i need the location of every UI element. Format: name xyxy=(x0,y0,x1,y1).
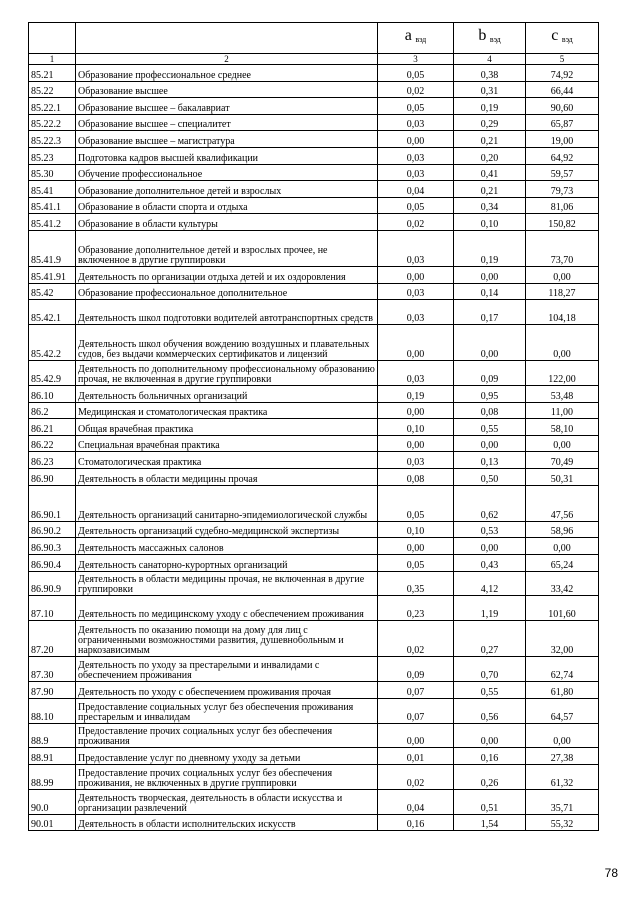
column-number: 1 xyxy=(29,54,76,65)
row-name-cell: Образование высшее xyxy=(76,81,378,98)
table-row xyxy=(29,621,599,657)
row-a-value-cell: 0,00 xyxy=(378,435,454,452)
row-c-value-cell: 0,00 xyxy=(526,325,599,361)
column-number: 3 xyxy=(378,54,454,65)
row-name-cell: Образование профессиональное среднее xyxy=(76,65,378,82)
row-b-value-cell: 0,53 xyxy=(454,521,526,538)
row-b-value-cell: 0,14 xyxy=(454,283,526,300)
row-b-value-cell: 0,20 xyxy=(454,147,526,164)
row-b-value-cell: 4,12 xyxy=(454,571,526,596)
row-a-value-cell: 0,02 xyxy=(378,764,454,789)
header-b-subscript: вэд xyxy=(489,35,501,44)
row-code-cell: 86.90.3 xyxy=(29,538,76,555)
row-b-value-cell: 0,56 xyxy=(454,698,526,723)
table-row xyxy=(29,214,599,231)
table-row xyxy=(29,325,599,361)
row-c-value-cell: 101,60 xyxy=(526,596,599,621)
row-c-value-cell: 55,32 xyxy=(526,814,599,831)
table-row xyxy=(29,485,599,521)
table-row xyxy=(29,386,599,403)
row-name-cell: Предоставление услуг по дневному уходу за детьми xyxy=(76,748,378,765)
row-b-value-cell: 0,21 xyxy=(454,131,526,148)
row-name-cell: Подготовка кадров высшей квалификации xyxy=(76,147,378,164)
row-a-value-cell: 0,05 xyxy=(378,555,454,572)
table-row xyxy=(29,147,599,164)
table-row xyxy=(29,267,599,284)
table-row xyxy=(29,789,599,814)
row-b-value-cell: 0,62 xyxy=(454,485,526,521)
row-a-value-cell: 0,05 xyxy=(378,65,454,82)
row-b-value-cell: 0,19 xyxy=(454,230,526,266)
row-code-cell: 85.42.1 xyxy=(29,300,76,325)
row-a-value-cell: 0,00 xyxy=(378,723,454,748)
row-code-cell: 85.41.1 xyxy=(29,197,76,214)
table-row xyxy=(29,419,599,436)
row-code-cell: 85.42.9 xyxy=(29,361,76,386)
column-number: 2 xyxy=(76,54,378,65)
table-row xyxy=(29,435,599,452)
row-name-cell: Стоматологическая практика xyxy=(76,452,378,469)
row-a-value-cell: 0,05 xyxy=(378,98,454,115)
row-code-cell: 85.42 xyxy=(29,283,76,300)
row-a-value-cell: 0,09 xyxy=(378,657,454,682)
row-b-value-cell: 0,51 xyxy=(454,789,526,814)
row-code-cell: 86.23 xyxy=(29,452,76,469)
row-code-cell: 88.9 xyxy=(29,723,76,748)
row-a-value-cell: 0,10 xyxy=(378,521,454,538)
row-name-cell: Образование высшее – бакалавриат xyxy=(76,98,378,115)
row-code-cell: 86.21 xyxy=(29,419,76,436)
header-a-cell xyxy=(378,23,454,54)
row-b-value-cell: 0,38 xyxy=(454,65,526,82)
row-b-value-cell: 0,16 xyxy=(454,748,526,765)
header-b-symbol: b xyxy=(478,27,487,44)
row-code-cell: 86.90.4 xyxy=(29,555,76,572)
header-name-cell xyxy=(76,23,378,54)
row-name-cell: Образование профессиональное дополнительное xyxy=(76,283,378,300)
row-code-cell: 87.30 xyxy=(29,657,76,682)
row-a-value-cell: 0,07 xyxy=(378,682,454,699)
row-name-cell: Образование высшее – магистратура xyxy=(76,131,378,148)
coefficients-table xyxy=(28,22,599,831)
row-name-cell: Деятельность в области медицины прочая xyxy=(76,469,378,486)
row-b-value-cell: 0,00 xyxy=(454,538,526,555)
row-name-cell: Предоставление социальных услуг без обеспечения проживания престарелым и инвалидам xyxy=(76,698,378,723)
row-code-cell: 87.90 xyxy=(29,682,76,699)
row-c-value-cell: 58,96 xyxy=(526,521,599,538)
row-a-value-cell: 0,35 xyxy=(378,571,454,596)
table-row xyxy=(29,300,599,325)
row-code-cell: 85.22.3 xyxy=(29,131,76,148)
row-code-cell: 87.20 xyxy=(29,621,76,657)
page-number: 78 xyxy=(604,866,618,880)
row-b-value-cell: 0,26 xyxy=(454,764,526,789)
row-a-value-cell: 0,10 xyxy=(378,419,454,436)
row-a-value-cell: 0,05 xyxy=(378,197,454,214)
row-a-value-cell: 0,03 xyxy=(378,147,454,164)
table-row xyxy=(29,81,599,98)
table-row xyxy=(29,764,599,789)
row-c-value-cell: 32,00 xyxy=(526,621,599,657)
row-b-value-cell: 0,31 xyxy=(454,81,526,98)
row-name-cell: Обучение профессиональное xyxy=(76,164,378,181)
table-row xyxy=(29,748,599,765)
table-row xyxy=(29,131,599,148)
row-c-value-cell: 81,06 xyxy=(526,197,599,214)
row-name-cell: Деятельность творческая, деятельность в области искусства и организации развлечений xyxy=(76,789,378,814)
table-row xyxy=(29,230,599,266)
table-row xyxy=(29,452,599,469)
row-name-cell: Образование высшее – специалитет xyxy=(76,114,378,131)
row-b-value-cell: 0,27 xyxy=(454,621,526,657)
row-name-cell: Предоставление прочих социальных услуг без обеспечения проживания, не включенных в другие группировки xyxy=(76,764,378,789)
row-name-cell: Общая врачебная практика xyxy=(76,419,378,436)
row-c-value-cell: 118,27 xyxy=(526,283,599,300)
row-c-value-cell: 122,00 xyxy=(526,361,599,386)
header-a-subscript: вэд xyxy=(415,35,427,44)
row-b-value-cell: 0,00 xyxy=(454,435,526,452)
row-a-value-cell: 0,03 xyxy=(378,452,454,469)
row-name-cell: Деятельность по медицинскому уходу с обеспечением проживания xyxy=(76,596,378,621)
row-code-cell: 86.10 xyxy=(29,386,76,403)
row-name-cell: Образование дополнительное детей и взрослых прочее, не включенное в другие группировки xyxy=(76,230,378,266)
row-c-value-cell: 79,73 xyxy=(526,181,599,198)
row-b-value-cell: 1,19 xyxy=(454,596,526,621)
table-row xyxy=(29,596,599,621)
row-code-cell: 85.41.2 xyxy=(29,214,76,231)
table-row xyxy=(29,98,599,115)
row-code-cell: 88.99 xyxy=(29,764,76,789)
row-b-value-cell: 0,13 xyxy=(454,452,526,469)
row-name-cell: Образование дополнительное детей и взрослых xyxy=(76,181,378,198)
table-body xyxy=(29,23,599,831)
header-b-cell xyxy=(454,23,526,54)
row-code-cell: 85.22 xyxy=(29,81,76,98)
row-a-value-cell: 0,02 xyxy=(378,214,454,231)
row-a-value-cell: 0,03 xyxy=(378,114,454,131)
row-a-value-cell: 0,02 xyxy=(378,81,454,98)
row-name-cell: Деятельность санаторно-курортных организаций xyxy=(76,555,378,572)
row-c-value-cell: 62,74 xyxy=(526,657,599,682)
row-code-cell: 88.10 xyxy=(29,698,76,723)
row-a-value-cell: 0,07 xyxy=(378,698,454,723)
row-code-cell: 86.90.9 xyxy=(29,571,76,596)
row-b-value-cell: 0,00 xyxy=(454,267,526,284)
column-number: 4 xyxy=(454,54,526,65)
table-row xyxy=(29,283,599,300)
row-a-value-cell: 0,04 xyxy=(378,789,454,814)
table-row xyxy=(29,555,599,572)
row-b-value-cell: 0,55 xyxy=(454,419,526,436)
row-b-value-cell: 0,09 xyxy=(454,361,526,386)
row-name-cell: Деятельность школ обучения вождению воздушных и плавательных судов, без выдачи коммерческих сертификатов и лицензий xyxy=(76,325,378,361)
row-code-cell: 85.30 xyxy=(29,164,76,181)
row-c-value-cell: 33,42 xyxy=(526,571,599,596)
row-code-cell: 85.41.91 xyxy=(29,267,76,284)
row-name-cell: Деятельность в области исполнительских искусств xyxy=(76,814,378,831)
row-c-value-cell: 11,00 xyxy=(526,402,599,419)
table-row xyxy=(29,538,599,555)
table-row xyxy=(29,682,599,699)
row-code-cell: 85.21 xyxy=(29,65,76,82)
row-a-value-cell: 0,02 xyxy=(378,621,454,657)
row-b-value-cell: 1,54 xyxy=(454,814,526,831)
row-code-cell: 90.01 xyxy=(29,814,76,831)
table-row xyxy=(29,402,599,419)
row-c-value-cell: 64,92 xyxy=(526,147,599,164)
row-code-cell: 86.90 xyxy=(29,469,76,486)
row-c-value-cell: 27,38 xyxy=(526,748,599,765)
row-code-cell: 90.0 xyxy=(29,789,76,814)
row-c-value-cell: 59,57 xyxy=(526,164,599,181)
row-name-cell: Образование в области культуры xyxy=(76,214,378,231)
row-name-cell: Деятельность организаций судебно-медицинской экспертизы xyxy=(76,521,378,538)
table-row xyxy=(29,723,599,748)
row-a-value-cell: 0,03 xyxy=(378,300,454,325)
row-c-value-cell: 61,80 xyxy=(526,682,599,699)
row-c-value-cell: 66,44 xyxy=(526,81,599,98)
row-code-cell: 86.22 xyxy=(29,435,76,452)
row-a-value-cell: 0,04 xyxy=(378,181,454,198)
table-row xyxy=(29,469,599,486)
row-c-value-cell: 19,00 xyxy=(526,131,599,148)
row-name-cell: Деятельность по организации отдыха детей и их оздоровления xyxy=(76,267,378,284)
row-code-cell: 85.41 xyxy=(29,181,76,198)
row-a-value-cell: 0,03 xyxy=(378,164,454,181)
row-c-value-cell: 150,82 xyxy=(526,214,599,231)
row-code-cell: 85.42.2 xyxy=(29,325,76,361)
row-a-value-cell: 0,01 xyxy=(378,748,454,765)
row-c-value-cell: 90,60 xyxy=(526,98,599,115)
header-c-subscript: вэд xyxy=(561,35,573,44)
table-row xyxy=(29,698,599,723)
row-b-value-cell: 0,21 xyxy=(454,181,526,198)
row-a-value-cell: 0,03 xyxy=(378,230,454,266)
row-name-cell: Деятельность больничных организаций xyxy=(76,386,378,403)
row-c-value-cell: 65,87 xyxy=(526,114,599,131)
row-a-value-cell: 0,00 xyxy=(378,402,454,419)
row-c-value-cell: 53,48 xyxy=(526,386,599,403)
row-a-value-cell: 0,00 xyxy=(378,538,454,555)
row-b-value-cell: 0,29 xyxy=(454,114,526,131)
row-c-value-cell: 65,24 xyxy=(526,555,599,572)
row-c-value-cell: 73,70 xyxy=(526,230,599,266)
row-b-value-cell: 0,55 xyxy=(454,682,526,699)
row-name-cell: Предоставление прочих социальных услуг без обеспечения проживания xyxy=(76,723,378,748)
row-a-value-cell: 0,00 xyxy=(378,325,454,361)
row-name-cell: Специальная врачебная практика xyxy=(76,435,378,452)
row-c-value-cell: 0,00 xyxy=(526,435,599,452)
row-name-cell: Деятельность по уходу с обеспечением проживания прочая xyxy=(76,682,378,699)
row-c-value-cell: 35,71 xyxy=(526,789,599,814)
row-c-value-cell: 61,32 xyxy=(526,764,599,789)
row-b-value-cell: 0,43 xyxy=(454,555,526,572)
table-row xyxy=(29,164,599,181)
row-code-cell: 85.22.2 xyxy=(29,114,76,131)
row-a-value-cell: 0,03 xyxy=(378,283,454,300)
row-code-cell: 86.90.2 xyxy=(29,521,76,538)
row-c-value-cell: 50,31 xyxy=(526,469,599,486)
row-c-value-cell: 74,92 xyxy=(526,65,599,82)
row-name-cell: Деятельность по дополнительному профессиональному образованию прочая, не включенная в другие группировки xyxy=(76,361,378,386)
row-a-value-cell: 0,08 xyxy=(378,469,454,486)
row-code-cell: 86.2 xyxy=(29,402,76,419)
table-row xyxy=(29,181,599,198)
row-name-cell: Деятельность организаций санитарно-эпидемиологической службы xyxy=(76,485,378,521)
table-header-row xyxy=(29,23,599,54)
row-a-value-cell: 0,19 xyxy=(378,386,454,403)
header-a-symbol: a xyxy=(404,27,412,44)
table-row xyxy=(29,657,599,682)
row-code-cell: 85.23 xyxy=(29,147,76,164)
row-code-cell: 88.91 xyxy=(29,748,76,765)
row-c-value-cell: 0,00 xyxy=(526,267,599,284)
row-code-cell: 85.22.1 xyxy=(29,98,76,115)
row-a-value-cell: 0,00 xyxy=(378,267,454,284)
table-row xyxy=(29,571,599,596)
table-row xyxy=(29,65,599,82)
table-row xyxy=(29,197,599,214)
row-b-value-cell: 0,50 xyxy=(454,469,526,486)
row-name-cell: Образование в области спорта и отдыха xyxy=(76,197,378,214)
table-row xyxy=(29,361,599,386)
table-row xyxy=(29,114,599,131)
row-a-value-cell: 0,23 xyxy=(378,596,454,621)
row-a-value-cell: 0,05 xyxy=(378,485,454,521)
row-name-cell: Деятельность по уходу за престарелыми и инвалидами с обеспечением проживания xyxy=(76,657,378,682)
row-a-value-cell: 0,03 xyxy=(378,361,454,386)
row-code-cell: 85.41.9 xyxy=(29,230,76,266)
header-c-cell xyxy=(526,23,599,54)
row-name-cell: Деятельность массажных салонов xyxy=(76,538,378,555)
row-a-value-cell: 0,00 xyxy=(378,131,454,148)
row-name-cell: Деятельность в области медицины прочая, не включенная в другие группировки xyxy=(76,571,378,596)
header-c-symbol: c xyxy=(551,27,559,44)
row-b-value-cell: 0,17 xyxy=(454,300,526,325)
row-b-value-cell: 0,34 xyxy=(454,197,526,214)
column-number: 5 xyxy=(526,54,599,65)
row-b-value-cell: 0,10 xyxy=(454,214,526,231)
row-b-value-cell: 0,70 xyxy=(454,657,526,682)
row-c-value-cell: 70,49 xyxy=(526,452,599,469)
table-row xyxy=(29,814,599,831)
row-c-value-cell: 64,57 xyxy=(526,698,599,723)
row-c-value-cell: 104,18 xyxy=(526,300,599,325)
row-b-value-cell: 0,00 xyxy=(454,723,526,748)
row-a-value-cell: 0,16 xyxy=(378,814,454,831)
row-name-cell: Медицинская и стоматологическая практика xyxy=(76,402,378,419)
row-b-value-cell: 0,95 xyxy=(454,386,526,403)
row-name-cell: Деятельность по оказанию помощи на дому для лиц с ограниченными возможностями развития, душевнобольным и наркозависимым xyxy=(76,621,378,657)
row-c-value-cell: 0,00 xyxy=(526,723,599,748)
row-c-value-cell: 0,00 xyxy=(526,538,599,555)
row-b-value-cell: 0,08 xyxy=(454,402,526,419)
row-c-value-cell: 58,10 xyxy=(526,419,599,436)
table-row xyxy=(29,521,599,538)
row-b-value-cell: 0,41 xyxy=(454,164,526,181)
row-code-cell: 86.90.1 xyxy=(29,485,76,521)
header-code-cell xyxy=(29,23,76,54)
column-number-row xyxy=(29,54,599,65)
row-code-cell: 87.10 xyxy=(29,596,76,621)
row-name-cell: Деятельность школ подготовки водителей автотранспортных средств xyxy=(76,300,378,325)
row-c-value-cell: 47,56 xyxy=(526,485,599,521)
row-b-value-cell: 0,00 xyxy=(454,325,526,361)
row-b-value-cell: 0,19 xyxy=(454,98,526,115)
